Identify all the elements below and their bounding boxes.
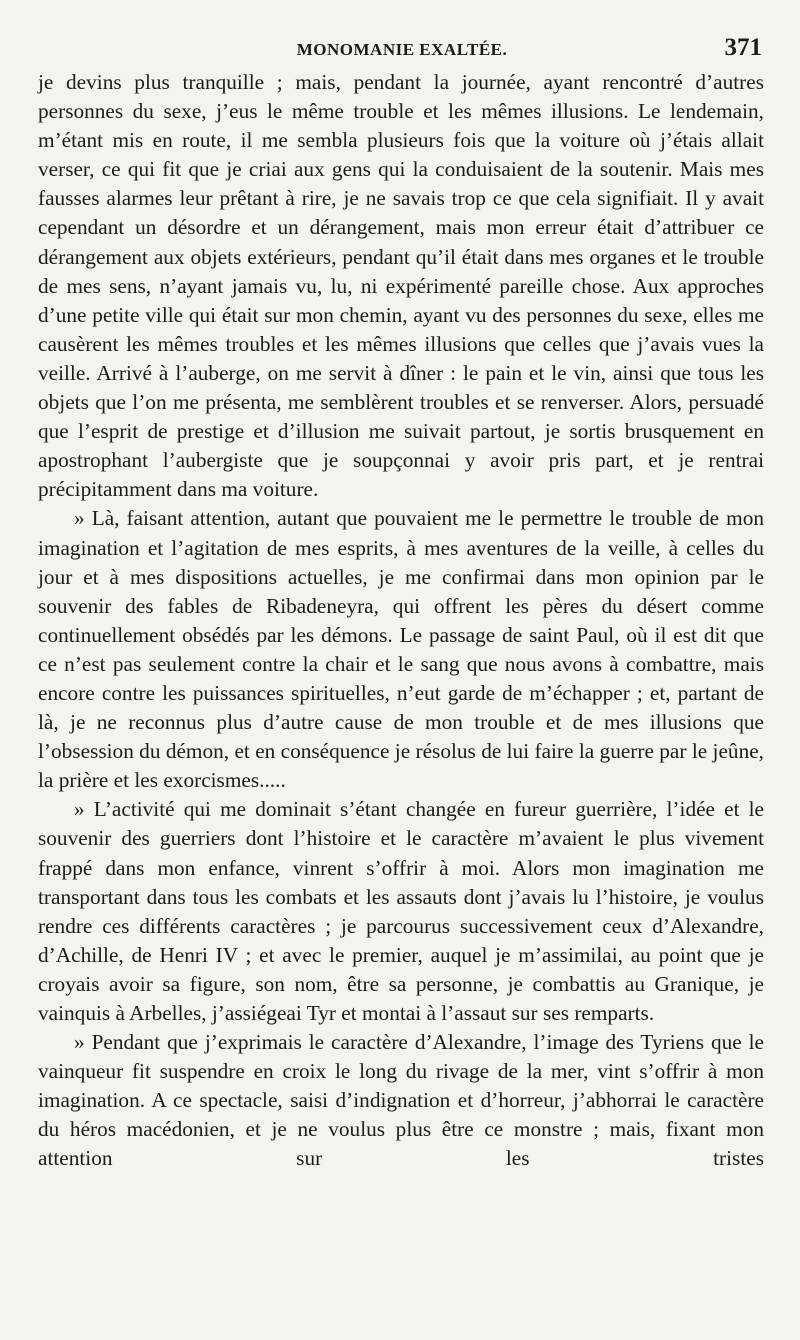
paragraph: » L’activité qui me dominait s’étant changée en fureur guerrière, l’idée et le souvenir des guerriers dont l’histoire et le caractère m’avaient le plus vivement frappé dans mon enfance, vinrent s’offrir à moi. Alors mon imagination me transportant dans tous les combats et les assauts dont j’avais lu l’histoire, je voulus rendre ces différents caractères ; je parcourus successivement ceux d’Alexandre, d’Achille, de Henri IV ; et avec le premier, auquel je m’assimilai, au point que je croyais avoir sa figure, son nom, être sa personne, je combattis au Granique, je vainquis à Arbelles, j’assiégeai Tyr et montai à l’assaut sur ses remparts.: [38, 797, 764, 1025]
running-title: MONOMANIE EXALTÉE.: [296, 40, 508, 59]
paragraph-continued: je devins plus tranquille ; mais, pendant la journée, ayant rencontré d’autres personnes du sexe, j’eus le même trouble et les mêmes illusions. Le lendemain, m’étant mis en route, il me sembla plusieurs fois que la voiture où j’étais allait verser, ce qui fit que je criai aux gens qui la conduisaient de la soutenir. Mais mes fausses alarmes leur prêtant à rire, je ne savais trop ce que cela signifiait. Il y avait cependant un désordre et un dérangement, mais mon erreur était d’attribuer ce dérangement aux objets extérieurs, pendant qu’il était dans mes organes et le trouble de mes sens, n’ayant jamais vu, lu, ni expérimenté pareille chose. Aux approches d’une petite ville qui était sur mon chemin, ayant vu des personnes du sexe, elles me causèrent les mêmes troubles et les mêmes illusions que celles que j’avais vues la veille. Arrivé à l’auberge, on me servit à dîner : le pain et le vin, ainsi que tous les objets que l’on me présenta, me semblèrent troubles et se renverser. Alors, persuadé que l’esprit de prestige et d’illusion me suivait partout, je sortis brusquement en apostrophant l’aubergiste que je soupçonnai y avoir pris part, et je rentrai précipitamment dans ma voiture.: [38, 70, 764, 502]
body-text: [38, 68, 764, 1174]
page-header: [38, 34, 766, 64]
page-number: 371: [724, 34, 762, 61]
paragraph: » Pendant que j’exprimais le caractère d’Alexandre, l’image des Tyriens que le vainqueur fit suspendre en croix le long du rivage de la mer, vint s’offrir à mon imagination. A ce spectacle, saisi d’indignation et d’horreur, j’abhorrai le caractère du héros macédonien, et je ne voulus plus être ce monstre ; mais, fixant mon attention sur les tristes: [38, 1030, 764, 1171]
paragraph: » Là, faisant attention, autant que pouvaient me le permettre le trouble de mon imagination et l’agitation de mes esprits, à mes aventures de la veille, à celles du jour et à mes dispositions actuelles, je me confirmai dans mon opinion par le souvenir des fables de Ribadeneyra, qui offrent les pères du désert comme continuellement obsédés par les démons. Le passage de saint Paul, où il est dit que ce n’est pas seulement contre la chair et le sang que nous avons à combattre, mais encore contre les puissances spirituelles, n’eut garde de m’échapper ; et, partant de là, je ne reconnus plus d’autre cause de mon trouble et de mes illusions que l’obsession du démon, et en conséquence je résolus de lui faire la guerre par le jeûne, la prière et les exorcismes.....: [38, 506, 764, 793]
